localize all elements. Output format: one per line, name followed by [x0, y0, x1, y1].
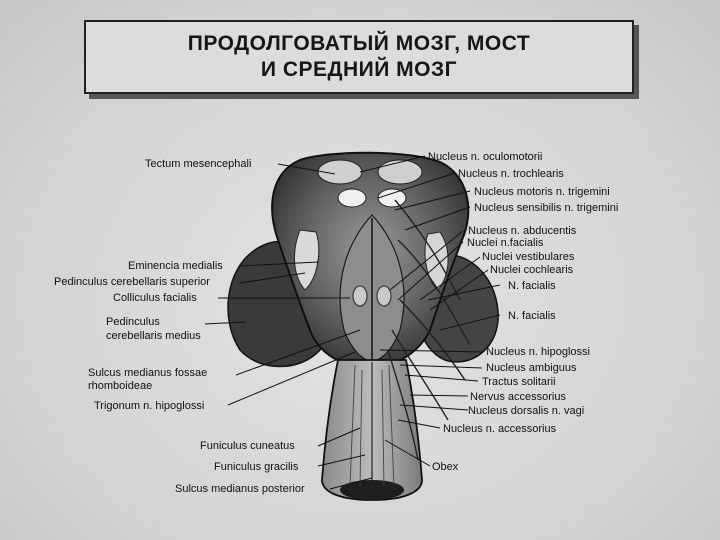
label-pedinculus-med-1: Pedinculus	[106, 316, 160, 328]
label-obex: Obex	[432, 461, 459, 473]
label-hipoglossi: Nucleus n. hipoglossi	[486, 346, 590, 358]
label-funiculus-gracilis: Funiculus gracilis	[214, 461, 299, 473]
label-colliculus: Colliculus facialis	[113, 292, 197, 304]
facial-colliculus-right	[377, 286, 391, 306]
label-motoris-trigemini: Nucleus motoris n. trigemini	[474, 186, 610, 198]
label-facialis-1: N. facialis	[508, 280, 556, 292]
label-dorsalis-vagi: Nucleus dorsalis n. vagi	[468, 405, 585, 417]
title-line-2: И СРЕДНИЙ МОЗГ	[260, 58, 458, 81]
label-cochlearis: Nuclei cochlearis	[490, 264, 574, 276]
label-trochlearis: Nucleus n. trochlearis	[458, 168, 564, 180]
label-sulcus-fossae-1: Sulcus medianus fossae	[88, 367, 208, 379]
label-nervus-accessorius: Nervus accessorius	[470, 391, 566, 403]
label-solitarii: Tractus solitarii	[482, 376, 556, 388]
facial-colliculus-left	[353, 286, 367, 306]
inferior-colliculus-left	[338, 189, 366, 207]
label-nucleus-accessorius: Nucleus n. accessorius	[443, 423, 557, 435]
title-line-1: ПРОДОЛГОВАТЫЙ МОЗГ, МОСТ	[187, 32, 531, 55]
inferior-colliculus-right	[378, 189, 406, 207]
label-eminencia: Eminencia medialis	[128, 260, 223, 272]
label-sulcus-posterior: Sulcus medianus posterior	[175, 483, 305, 495]
label-tectum: Tectum mesencephali	[145, 158, 252, 170]
label-facialis-2: N. facialis	[508, 310, 556, 322]
label-funiculus-cuneatus: Funiculus cuneatus	[200, 440, 295, 452]
label-vestibulares: Nuclei vestibulares	[482, 251, 575, 263]
label-pedinculus-med-2: cerebellaris medius	[106, 330, 201, 342]
label-oculomotorii: Nucleus n. oculomotorii	[428, 151, 543, 163]
label-sulcus-fossae-2: rhomboideae	[88, 380, 153, 392]
label-pedinculus-sup: Pedinculus cerebellaris superior	[54, 276, 210, 288]
label-abducentis: Nucleus n. abducentis	[468, 225, 577, 237]
superior-colliculus-right	[378, 160, 422, 184]
label-nuclei-facialis: Nuclei n.facialis	[467, 237, 544, 249]
label-ambiguus: Nucleus ambiguus	[486, 362, 577, 374]
label-sensibilis-trigemini: Nucleus sensibilis n. trigemini	[474, 202, 619, 214]
label-trigonum: Trigonum n. hipoglossi	[94, 400, 205, 412]
